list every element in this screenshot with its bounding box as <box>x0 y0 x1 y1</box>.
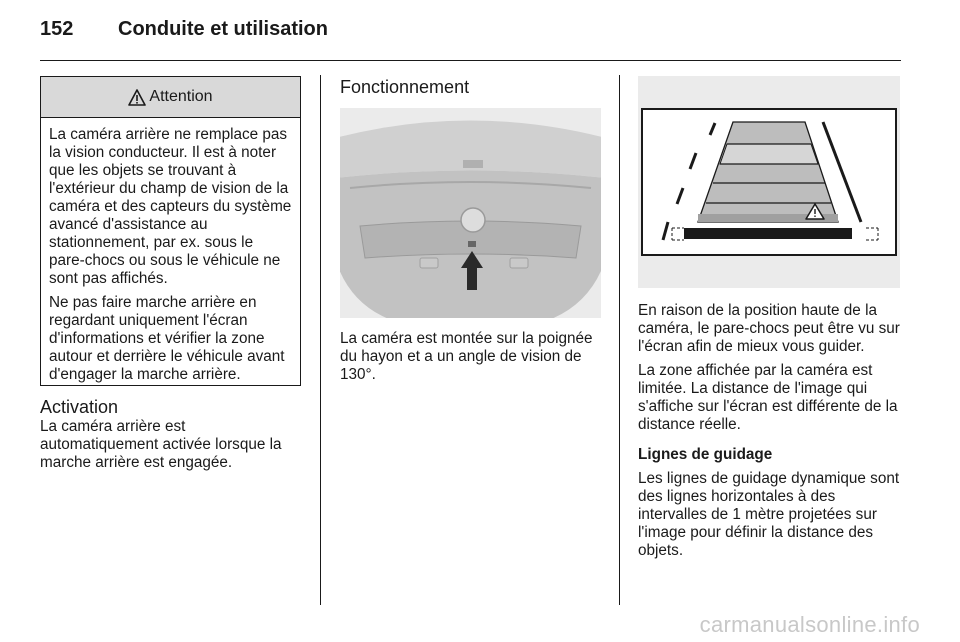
guide-lines-illustration <box>638 76 900 288</box>
guide-lines-drawing <box>638 76 900 288</box>
fonctionnement-section <box>340 330 605 390</box>
column-divider-left <box>320 75 321 605</box>
fonctionnement-text: La caméra est montée sur la poignée du hayon et a un angle de vision de 130°. <box>340 330 593 383</box>
warning-paragraph-1: La caméra arrière ne remplace pas la vision conducteur. Il est à noter que les objets se trouvant à l'extérieur du champ de vision de la caméra et des capteurs du système avancé d'assistance au stationnement, par ex. sous le pare-chocs ou sous le véhicule ne sont pas affichés. <box>49 126 292 287</box>
activation-heading: Activation <box>40 397 119 417</box>
warning-header <box>41 77 300 118</box>
watermark: carmanualsonline.info <box>699 612 920 637</box>
warning-paragraph-2: Ne pas faire marche arrière en regardant uniquement l'écran d'informations et vérifier la zone autour et derrière le véhicule avant d'engager la marche arrière. <box>49 294 285 383</box>
guides-heading: Lignes de guidage <box>638 446 773 463</box>
header-rule <box>40 60 901 61</box>
page-number: 152 <box>40 18 74 40</box>
page-title: Conduite et utilisation <box>118 18 328 40</box>
warning-body <box>41 118 300 384</box>
right-paragraph-2: La zone affichée par la caméra est limitée. La distance de l'image qui s'affiche sur l'écran est différente de la distance réelle. <box>638 362 898 433</box>
guides-text: Les lignes de guidage dynamique sont des lignes horizontales à des intervalles de 1 mètre projetées sur l'image pour définir la distance des objets. <box>638 470 900 559</box>
right-column-text <box>638 302 903 566</box>
activation-text: La caméra arrière est automatiquement activée lorsque la marche arrière est engagée. <box>40 418 282 471</box>
activation-section <box>40 398 302 478</box>
right-paragraph-1: En raison de la position haute de la caméra, le pare-chocs peut être vu sur l'écran afin de mieux vous guider. <box>638 302 900 355</box>
tailgate-drawing <box>340 108 601 318</box>
column-divider-right <box>619 75 620 605</box>
tailgate-camera-illustration <box>340 108 601 318</box>
warning-title: Attention <box>149 88 213 105</box>
fonctionnement-heading-wrap <box>340 78 602 98</box>
fonctionnement-heading: Fonctionnement <box>340 77 470 97</box>
warning-triangle-icon <box>128 89 146 106</box>
warning-box <box>40 76 301 386</box>
